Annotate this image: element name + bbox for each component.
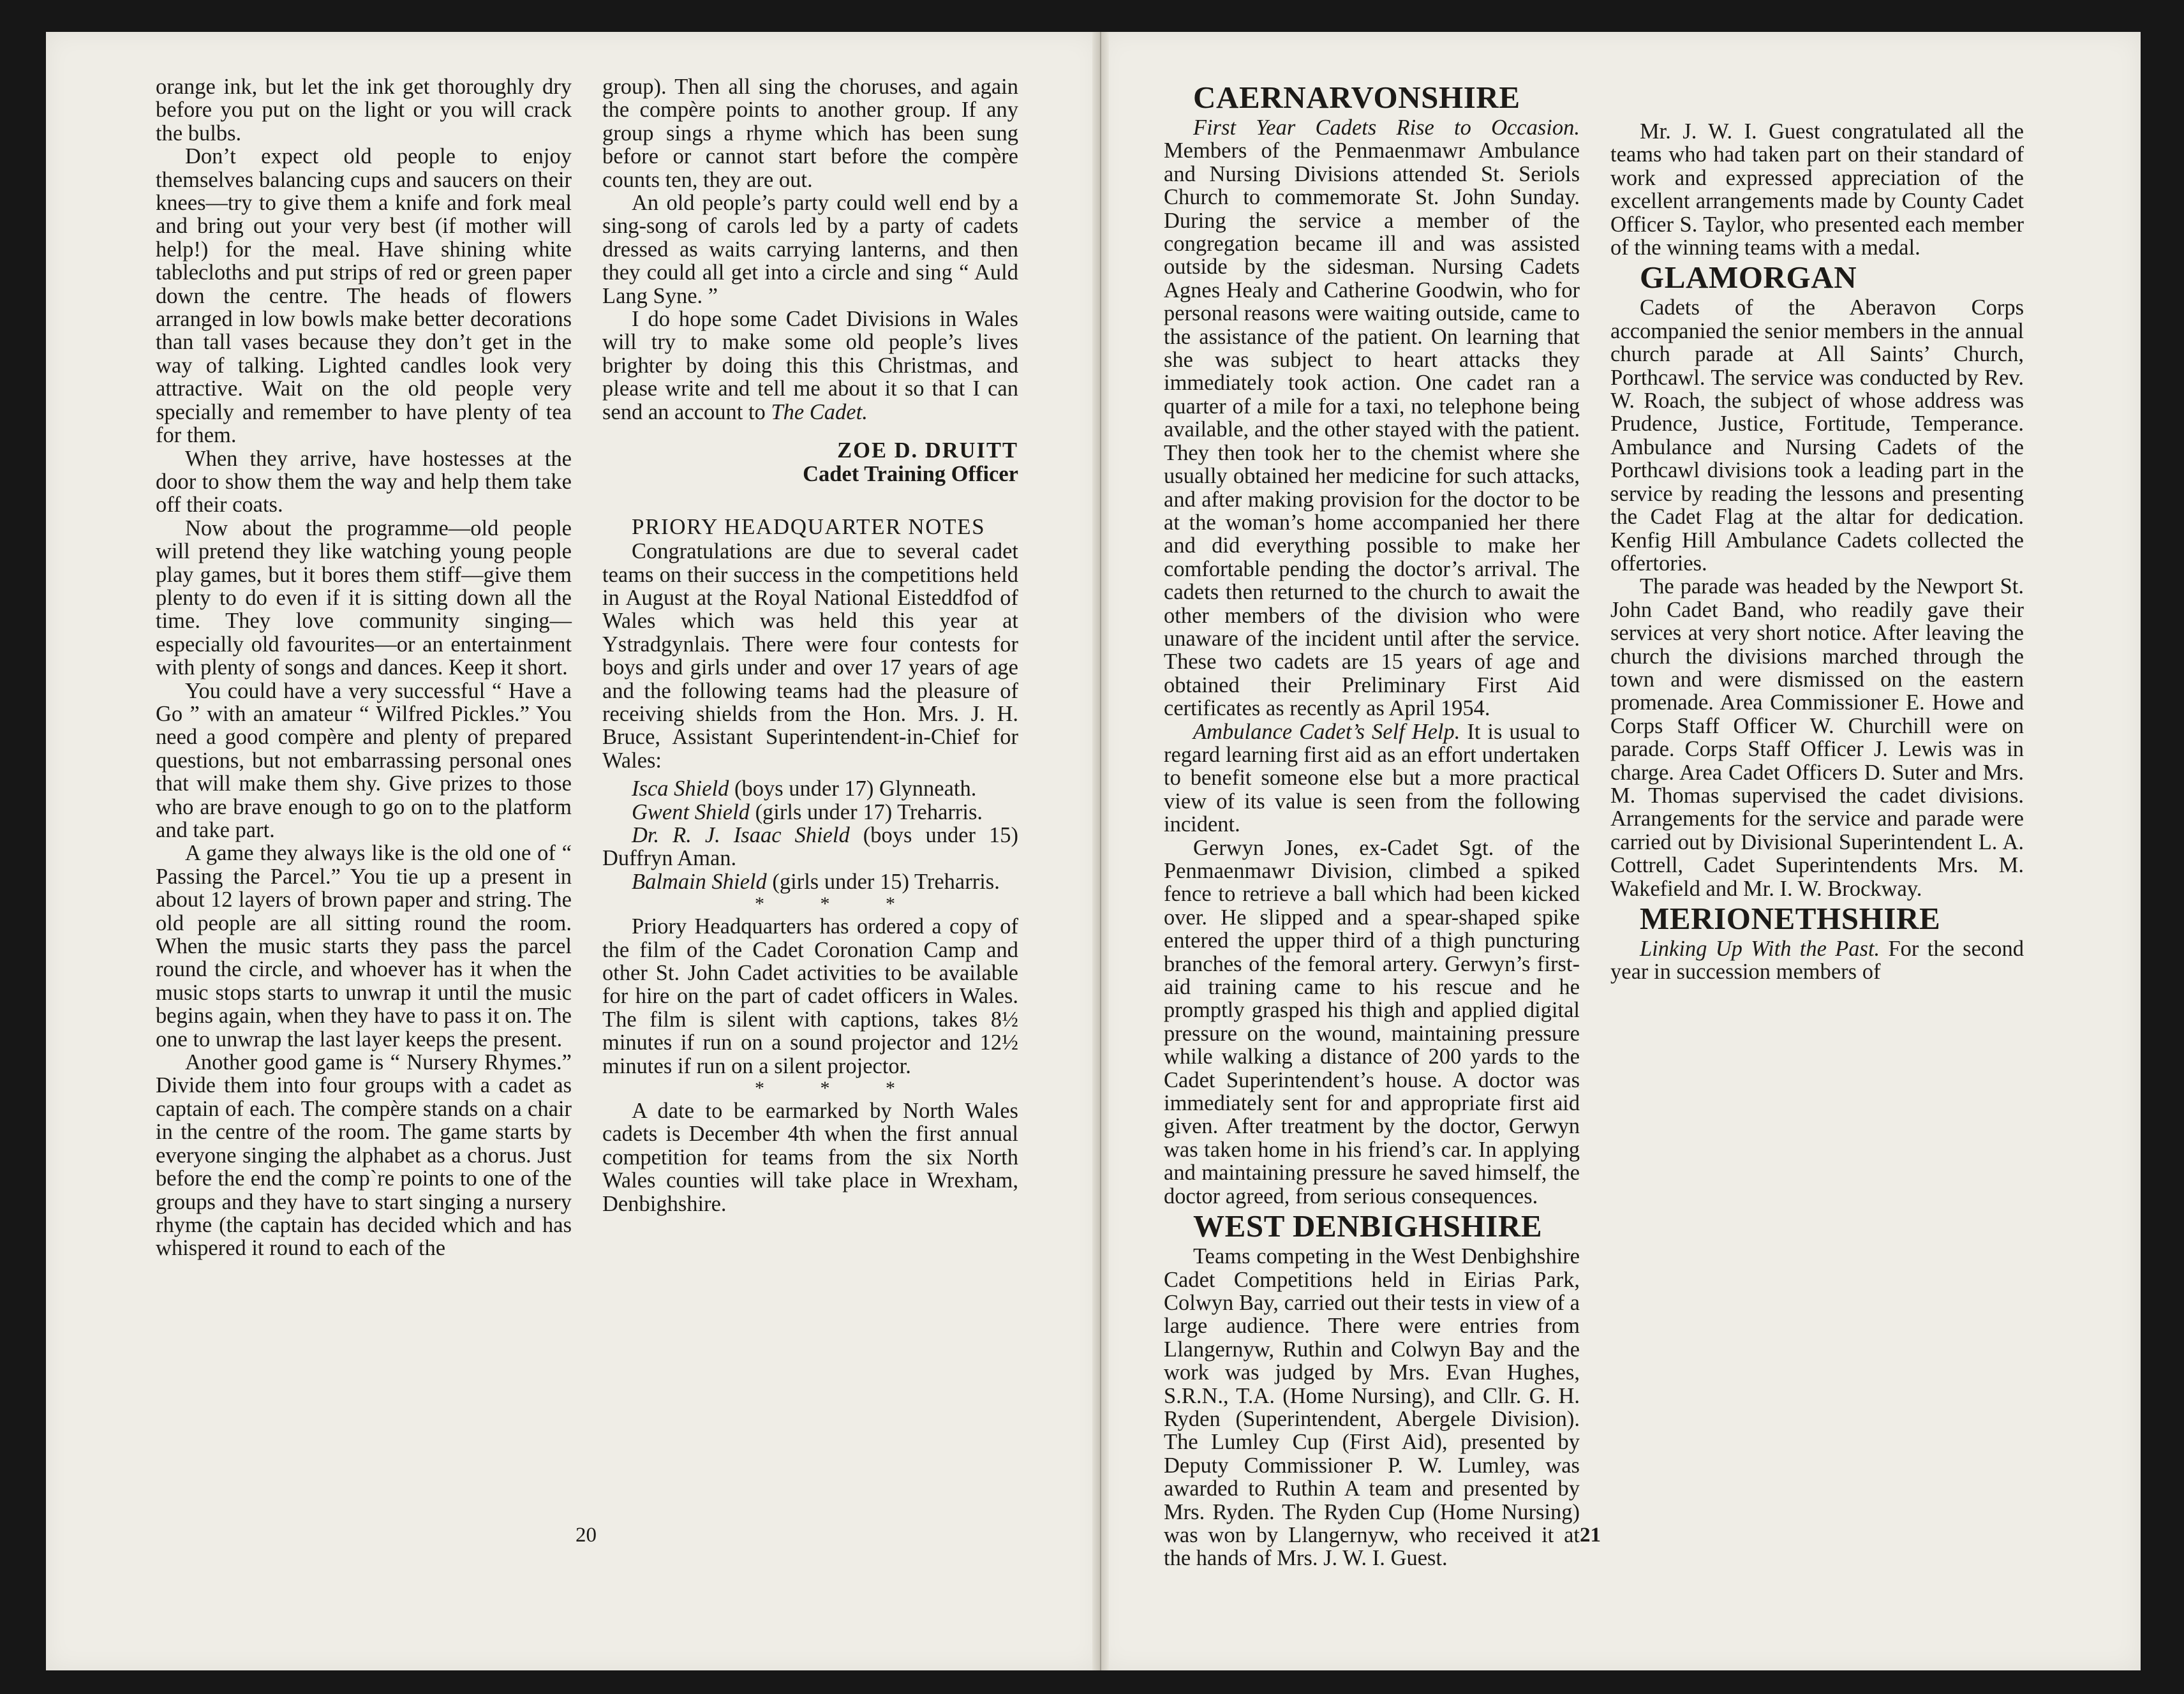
- shield-name: Gwent Shield: [632, 799, 750, 824]
- shield-name: Balmain Shield: [632, 869, 767, 894]
- shield-entry: [602, 824, 1018, 870]
- paragraph: Teams competing in the West Denbighshire Cadet Competitions held in Eirias Park, Colwyn Bay, carried out their tests in view of a large audience. There were entries from Llangernyw, Ruthin and Colwyn Bay and the work was judged by Mrs. Evan Hughes, S.R.N., T.A. (Home Nursing), and Cllr. G. H. Ryden (Superintendent, Abergele Division). The Lumley Cup (First Aid), presented by Deputy Commissioner P. W. Lumley, was awarded to Ruthin A team and presented by Mrs. Ryden. The Ryden Cup (Home Nursing) was won by Llangernyw, who received it at the hands of Mrs. J. W. I. Guest.: [1164, 1244, 1580, 1571]
- right-page-column-1: [1164, 80, 1580, 1571]
- subheading: Linking Up With the Past.: [1640, 937, 1880, 961]
- left-page-column-2: [602, 75, 1018, 1215]
- paragraph: Gerwyn Jones, ex-Cadet Sgt. of the Penmaenmawr Division, climbed a spiked fence to retrieve a ball which had been kicked over. He slipped and a spear-shaped spike entered the upper third of a thigh puncturing branches of the femoral artery. Gerwyn’s first-aid training came to his rescue and he promptly grasped his thigh and applied digital pressure on the wound, maintaining pressure while walking a distance of 200 yards to the Cadet Superintendent’s house. A doctor was immediately sent for and appropriate first aid given. After treatment by the doctor, Gerwyn was taken home in his friend’s car. In applying and maintaining pressure he saved himself, the doctor agreed, from serious consequences.: [1164, 835, 1580, 1208]
- paragraph: [602, 308, 1018, 424]
- paragraph-text: For the second year in succession members of: [1610, 937, 2024, 984]
- paragraph: An old people’s party could well end by a sing-song of carols led by a party of cadets dressed as waits carrying lanterns, and then they could all get into a circle and sing “ Auld Lang Syne. ”: [602, 191, 1018, 308]
- shield-name: Isca Shield: [632, 776, 729, 801]
- section-heading-caernarvonshire: CAERNARVONSHIRE: [1193, 80, 1520, 115]
- shield-entry: [602, 801, 1018, 824]
- paragraph: Another good game is “ Nursery Rhymes.” Divide them into four groups with a cadet as captain of each. The compère stands on a chair in the centre of the room. The game starts by everyone singing the alphabet as a chorus. Just before the end the comp`re points to one of the groups and they have to start singing a nursery rhyme (the captain has decided which and has whispered it round to each of the: [156, 1050, 572, 1261]
- shield-text: (boys under 15) Duffryn Aman.: [602, 822, 1018, 871]
- section-divider-stars: * * *: [755, 1078, 921, 1099]
- paragraph: The parade was headed by the Newport St. John Cadet Band, who readily gave their services at very short notice. After leaving the church the divisions marched through the town and were dismissed on the eastern promenade. Area Commissioner E. Howe and Corps Staff Officer W. Churchill were on parade. Corps Staff Officer J. Lewis was in charge. Area Cadet Officers D. Suter and Mrs. M. Thomas supervised the cadet divisions. Arrangements for the service and parade were carried out by Divisional Superintendent L. A. Cottrell, Cadet Superintendents Mrs. M. Wakefield and Mr. I. W. Brockway.: [1610, 574, 2024, 901]
- section-heading-glamorgan: GLAMORGAN: [1640, 260, 1857, 295]
- subheading: Ambulance Cadet’s Self Help.: [1193, 719, 1460, 744]
- signature-title: Cadet Training Officer: [803, 462, 1018, 487]
- signature-name: ZOE D. DRUITT: [837, 438, 1018, 463]
- paragraph-text: It is usual to regard learning first aid as an effort undertaken to benefit someone else but a more practical view of its value is seen from the following incident.: [1164, 719, 1580, 837]
- journal-title: The Cadet.: [771, 399, 868, 424]
- section-heading-priory: PRIORY HEADQUARTER NOTES: [632, 514, 986, 540]
- paragraph-text: Members of the Penmaenmawr Ambulance and Nursing Divisions attended St. Seriols Church to commemorate St. John Sunday. During the service a member of the congregation became ill and was assisted outside by the sidesman. Nursing Cadets Agnes Healy and Catherine Goodwin, who for personal reasons were waiting outside, came to the assistance of the patient. On learning that she was subject to heart attacks they immediately took action. One cadet ran a quarter of a mile for a taxi, no telephone being available, and the other stayed with the patient. They then took her to the chemist where she usually obtained her medicine for such attacks, and after making provision for the doctor to be at the woman’s home accompanied her there and did everything possible to make her comfortable pending the doctor’s arrival. The cadets then returned to the church to await the other members of the division who were unaware of the incident until after the service. These two cadets are 15 years of age and obtained their Preliminary First Aid certificates as recently as April 1954.: [1164, 138, 1580, 721]
- paragraph: When they arrive, have hostesses at the door to show them the way and help them take off their coats.: [156, 446, 572, 517]
- paragraph: You could have a very successful “ Have a Go ” with an amateur “ Wilfred Pickles.” You need a good compère and plenty of prepared questions, but not embarrassing personal ones that will make them shy. Give prizes to those who are brave enough to go on to the platform and take part.: [156, 678, 572, 842]
- shield-entry: [602, 777, 1018, 800]
- paragraph: A game they always like is the old one of “ Passing the Parcel.” You tie up a present in about 12 layers of brown paper and string. The old people are all sitting round the room. When the music starts they pass the parcel round the circle, and whoever has it when the music stops starts to unwrap it until the music begins again, when they have to pass it on. The one to unwrap the last layer keeps the present.: [156, 841, 572, 1051]
- paragraph: Now about the programme—old people will pretend they like watching young people play games, but it bores them stiff—give them plenty to do even if it is sitting down all the time. They love community singing—especially old favourites—or an entertainment with plenty of songs and dances. Keep it short.: [156, 516, 572, 680]
- shield-text: (boys under 17) Glynneath.: [729, 776, 977, 801]
- paragraph: orange ink, but let the ink get thoroughly dry before you put on the light or you will crack the bulbs.: [156, 75, 572, 145]
- paragraph: [1164, 720, 1580, 836]
- page-number-left: 20: [576, 1524, 597, 1547]
- paragraph: [1610, 937, 2024, 984]
- paragraph-text: I do hope some Cadet Divisions in Wales will try to make some old people’s lives brighter by doing this this Christmas, and please write and tell me about it so that I can send an account to: [602, 307, 1018, 424]
- shield-name: Dr. R. J. Isaac Shield: [632, 822, 850, 847]
- paragraph: A date to be earmarked by North Wales cadets is December 4th when the first annual competition for teams from the six North Wales counties will take place in Wrexham, Denbighshire.: [602, 1099, 1018, 1216]
- paragraph: Cadets of the Aberavon Corps accompanied the senior members in the annual church parade at All Saints’ Church, Porthcawl. The service was conducted by Rev. W. Roach, the subject of whose address was Prudence, Justice, Fortitude, Temperance. Ambulance and Nursing Cadets of the Porthcawl divisions took a leading part in the service by reading the lessons and presenting the Cadet Flag at the altar for dedication. Kenfig Hill Ambulance Cadets collected the offertories.: [1610, 295, 2024, 576]
- shield-entry: [602, 870, 1018, 893]
- section-divider-stars: * * *: [755, 893, 921, 915]
- paragraph: Don’t expect old people to enjoy themselves balancing cups and saucers on their knees—try to give them a knife and fork meal and bring out your very best (if mother will help!) for the meal. Have shining white tablecloths and put strips of red or green paper down the centre. The heads of flowers arranged in low bowls make better decorations than tall vases because they don’t get in the way of talking. Lighted candles look very attractive. Wait on the old people very specially and remember to have plenty of tea for them.: [156, 144, 572, 448]
- section-heading-west-denbighshire: WEST DENBIGHSHIRE: [1193, 1208, 1543, 1244]
- section-heading-merionethshire: MERIONETHSHIRE: [1640, 901, 1941, 936]
- paragraph: Priory Headquarters has ordered a copy of the film of the Cadet Coronation Camp and other St. John Cadet activities to be available for hire on the part of cadet officers in Wales. The film is silent with captions, takes 8½ minutes if run on a sound projector and 12½ minutes if run on a silent projector.: [602, 914, 1018, 1078]
- paragraph: group). Then all sing the choruses, and again the compère points to another group. If any group sings a rhyme which has been sung before or cannot start before the compère counts ten, they are out.: [602, 75, 1018, 192]
- paragraph: Mr. J. W. I. Guest congratulated all the teams who had taken part on their standard of work and expressed appreciation of the excellent arrangements made by County Cadet Officer S. Taylor, who presented each member of the winning teams with a medal.: [1610, 119, 2024, 260]
- page-number-right: 21: [1580, 1524, 1601, 1547]
- subheading: First Year Cadets Rise to Occasion.: [1193, 115, 1580, 140]
- shield-text: (girls under 15) Treharris.: [766, 869, 1000, 894]
- book-gutter: [1092, 32, 1109, 1670]
- right-page-column-2: [1610, 120, 2024, 984]
- shield-text: (girls under 17) Treharris.: [749, 799, 983, 824]
- paragraph: [1164, 116, 1580, 720]
- paragraph: Congratulations are due to several cadet teams on their success in the competitions held in August at the Royal National Eisteddfod of Wales which was held this year at Ystradgynlais. There were four contests for boys and girls under and over 17 years of age and the following teams had the pleasure of receiving shields from the Hon. Mrs. J. H. Bruce, Assistant Superintendent-in-Chief for Wales:: [602, 539, 1018, 773]
- left-page-column-1: [156, 75, 572, 1260]
